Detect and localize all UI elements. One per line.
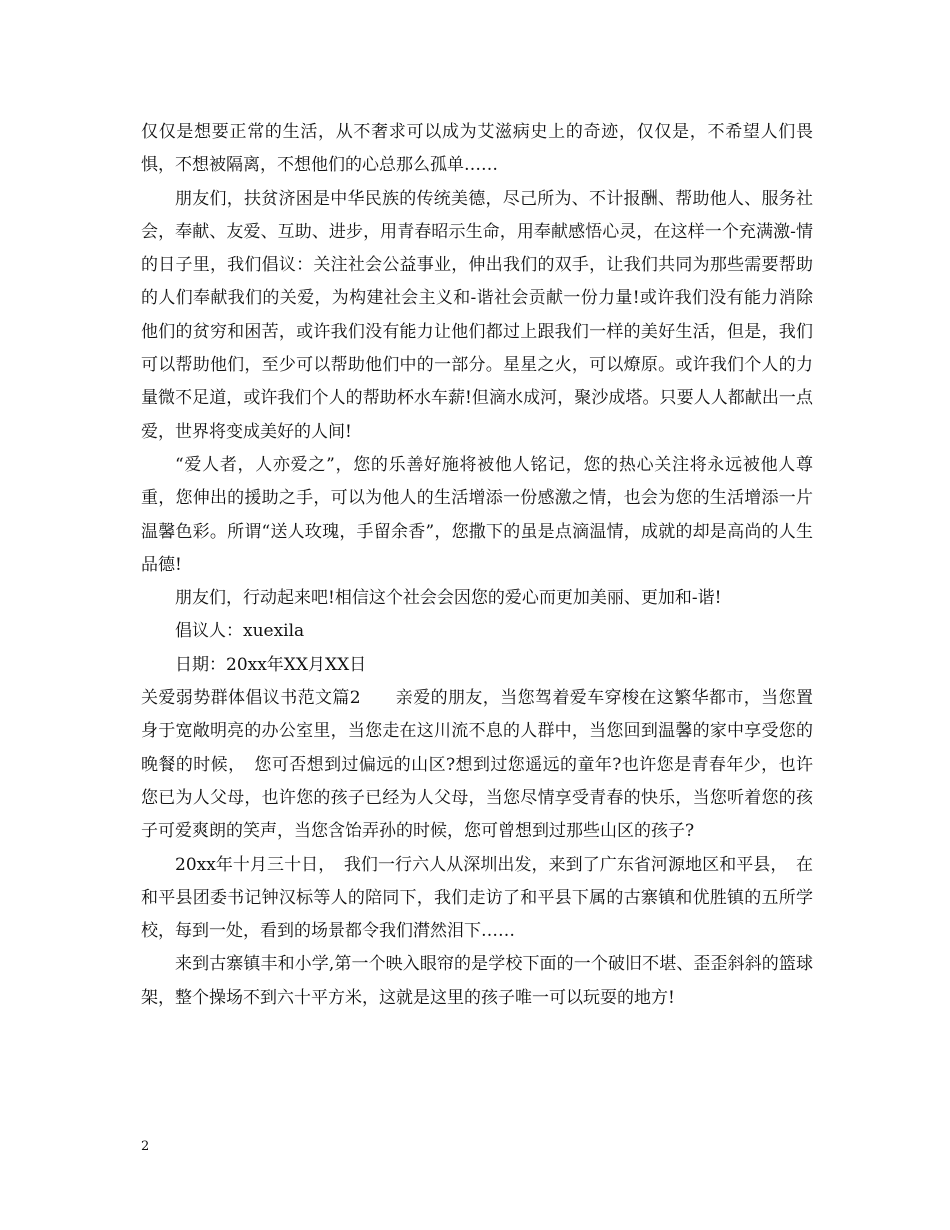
document-body xyxy=(141,116,813,1015)
paragraph: “爱人者，人亦爱之”，您的乐善好施将被他人铭记，您的热心关注将永远被他人尊重，您伸出的援助之手，可以为他人的生活增添一份感激之情，也会为您的生活增添一片温馨色彩。所谓“送人玫瑰，手留余香”，您撒下的虽是点滴温情，成就的却是高尚的人生品德! xyxy=(141,454,813,575)
paragraph: 朋友们，行动起来吧!相信这个社会会因您的爱心而更加美丽、更加和-谐! xyxy=(175,588,722,609)
section-heading-paragraph: 关爱弱势群体倡议书范文篇2 亲爱的朋友，当您驾着爱车穿梭在这繁华都市，当您置身于宽敞明亮的办公室里，当您走在这川流不息的人群中，当您回到温馨的家中享受您的晚餐的时候， 您可否想到过偏远的山区?想到过您遥远的童年?也许您是青春年少，也许您已为人父母，也许您的孩子已经为人父母，当您尽情享受青春的快乐，当您听着您的孩子可爱爽朗的笑声，当您含饴弄孙的时候，您可曾想到过那些山区的孩子? xyxy=(141,688,813,842)
paragraph: 来到古寨镇丰和小学,第一个映入眼帘的是学校下面的一个破旧不堪、歪歪斜斜的篮球架，整个操场不到六十平方米，这就是这里的孩子唯一可以玩耍的地方! xyxy=(141,954,813,1008)
paragraph: 朋友们，扶贫济困是中华民族的传统美德，尽己所为、不计报酬、帮助他人、服务社会，奉献、友爱、互助、进步，用青春昭示生命，用奉献感悟心灵，在这样一个充满激-情的日子里，我们倡议：关注社会公益事业，伸出我们的双手，让我们共同为那些需要帮助的人们奉献我们的关爱，为构建社会主义和-谐社会贡献一份力量!或许我们没有能力消除他们的贫穷和困苦，或许我们没有能力让他们都过上跟我们一样的美好生活，但是，我们可以帮助他们，至少可以帮助他们中的一部分。星星之火，可以燎原。或许我们个人的力量微不足道，或许我们个人的帮助杯水车薪!但滴水成河，聚沙成塔。只要人人都献出一点爱，世界将变成美好的人间! xyxy=(141,188,813,442)
paragraph: 20xx年十月三十日， 我们一行六人从深圳出发，来到了广东省河源地区和平县， 在和平县团委书记钟汉标等人的陪同下，我们走访了和平县下属的古寨镇和优胜镇的五所学校，每到一处，看到的场景都令我们潸然泪下…… xyxy=(141,854,813,942)
paragraph: 仅仅是想要正常的生活，从不奢求可以成为艾滋病史上的奇迹，仅仅是，不希望人们畏惧，不想被隔离，不想他们的心总那么孤单…… xyxy=(141,122,813,176)
page-number: 2 xyxy=(141,1139,150,1154)
date-line: 日期：20xx年XX月XX日 xyxy=(175,654,367,675)
signature-line: 倡议人：xuexila xyxy=(175,621,305,642)
